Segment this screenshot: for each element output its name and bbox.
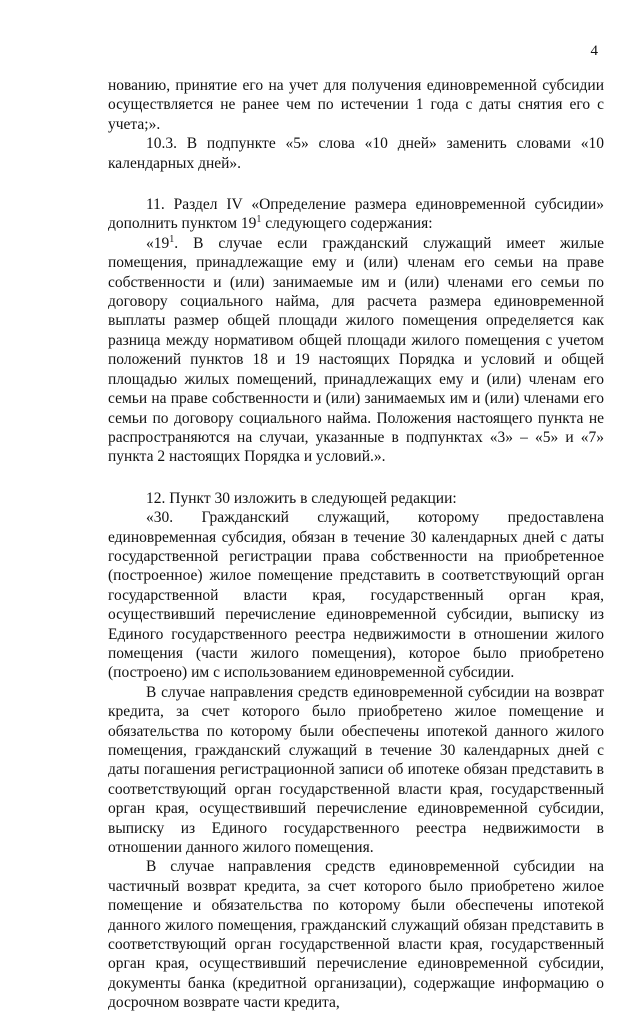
document-body xyxy=(108,76,604,1013)
document-paragraph: 10.3. В подпункте «5» слова «10 дней» заменить словами «10 календарных дней». xyxy=(108,135,604,172)
page-number: 4 xyxy=(590,43,598,59)
document-paragraph: В случае направления средств единовременной субсидии на частичный возврат кредита, за счет которого было приобретено жилое помещение и обязательства по которому были обеспечены ипотекой данного жилого помещения, гражданский служащий обязан представить в соответствующий орган государственной власти края, государственный орган края, осуществивший перечисление единовременной субсидии, документы банка (кредитной организации), содержащие информацию о досрочном возврате части кредита, xyxy=(108,858,604,1012)
document-paragraph: В случае направления средств единовременной субсидии на возврат кредита, за счет которого было приобретено жилое помещение и обязательства по которому были обеспечены ипотекой данного жилого помещения, гражданский служащий в течение 30 календарных дней с даты погашения регистрационной записи об ипотеке обязан представить в соответствующий орган государственной власти края, государственный орган края, осуществивший перечисление единовременной субсидии, выписку из Единого государственного реестра недвижимости в отношении данного жилого помещения. xyxy=(108,683,604,857)
document-paragraph: «30. Гражданский служащий, которому предоставлена единовременная субсидия, обязан в течение 30 календарных дней с даты государственной регистрации права собственности на приобретенное (построенное) жилое помещение представить в соответствующий орган государственной власти края, государственный орган края, осуществивший перечисление единовременной субсидии, выписку из Единого государственного реестра недвижимости в отношении жилого помещения (части жилого помещения), которое было приобретено (построено) им с использованием единовременной субсидии. xyxy=(108,509,604,682)
document-paragraph: 11. Раздел IV «Определение размера единовременной субсидии» дополнить пунктом $19^1$ следующего содержания: xyxy=(108,196,604,233)
document-paragraph: «$19^1$. В случае если гражданский служащий имеет жилые помещения, принадлежащие ему и (или) членам его семьи на праве собственности и (или) занимаемые им и (или) членами его семьи по договору социального найма, для расчета размера единовременной выплаты размер общей площади жилого помещения определяется как разница между нормативом общей площади жилого помещения с учетом положений пунктов 18 и 19 настоящих Порядка и условий и общей площадью жилых помещений, принадлежащих ему и (или) членам его семьи на праве собственности и (или) занимаемых им и (или) членами его семьи по договору социального найма. Положения настоящего пункта не распространяются на случаи, указанные в подпунктах «3» – «5» и «7» пункта 2 настоящих Порядка и условий.». xyxy=(108,233,604,466)
document-paragraph: 12. Пункт 30 изложить в следующей редакции: xyxy=(146,489,457,507)
document-paragraph: нованию, принятие его на учет для получения единовременной субсидии осуществляется не ранее чем по истечении 1 года с даты снятия его с учета;». xyxy=(108,77,604,133)
